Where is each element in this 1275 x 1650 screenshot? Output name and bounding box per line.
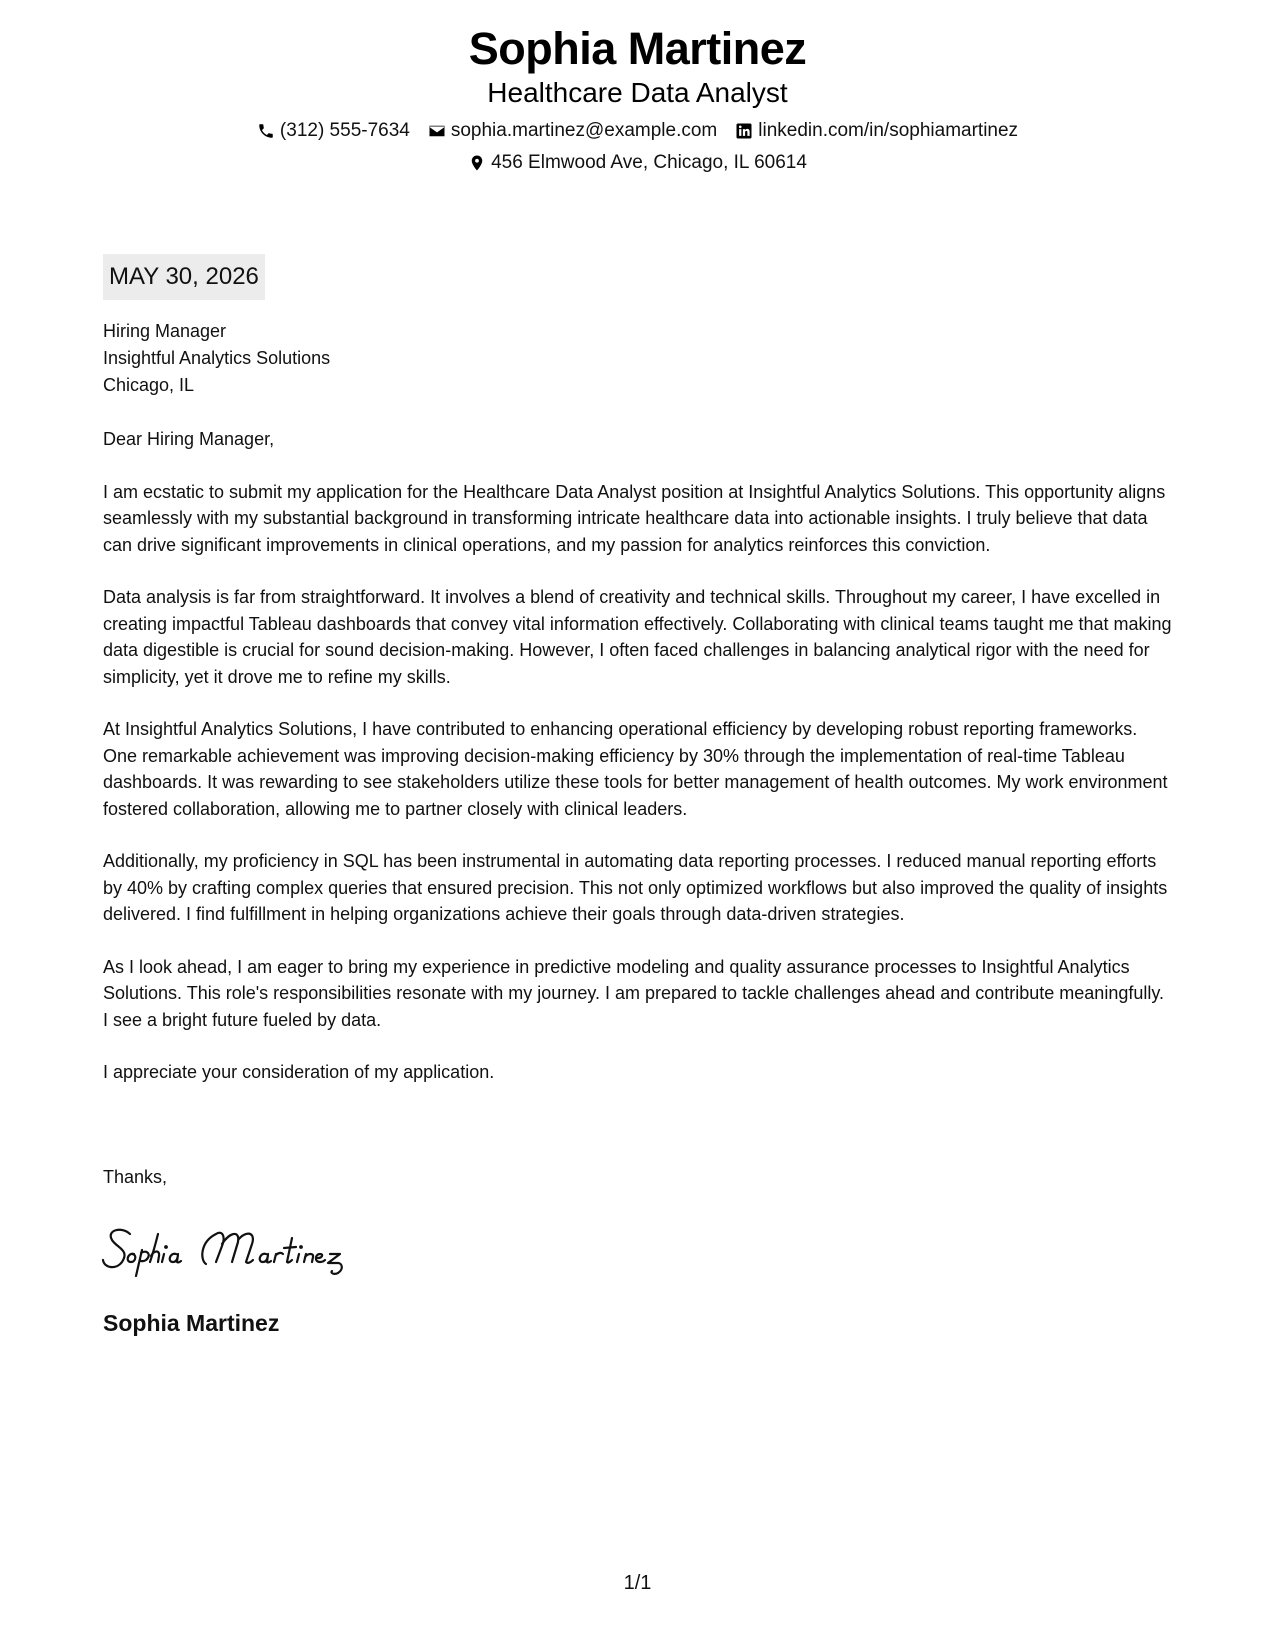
recipient-block — [103, 318, 330, 399]
address-text: 456 Elmwood Ave, Chicago, IL 60614 — [491, 152, 807, 173]
body-paragraph: I am ecstatic to submit my application for the Healthcare Data Analyst position at Insightful Analytics Solutions. This opportunity aligns seamlessly with my substantial background in transforming intricate healthcare data into actionable insights. I truly believe that data can drive significant improvements in clinical operations, and my passion for analytics reinforces this conviction. — [103, 481, 1166, 555]
letter-date: MAY 30, 2026 — [103, 254, 265, 300]
closing: Thanks, — [103, 1167, 168, 1187]
body-paragraph: As I look ahead, I am eager to bring my experience in predictive modeling and quality assurance processes to Insightful Analytics Solutions. This role's responsibilities resonate with my journey. I am prepared to tackle challenges ahead and contribute meaningfully. I see a bright future fueled by data. — [103, 956, 1165, 1030]
applicant-title: Healthcare Data Analyst — [487, 77, 788, 108]
contact-address — [468, 148, 807, 178]
contact-row — [0, 116, 1275, 146]
body-paragraph: Additionally, my proficiency in SQL has been instrumental in automating data reporting processes. I reduced manual reporting efforts by 40% by crafting complex queries that ensured precision. This not only optimized workflows but also improved the quality of insights delivered. I find fulfillment in helping organizations achieve their goals through data-driven strategies. — [103, 851, 1168, 924]
page-number: 1/1 — [623, 1572, 652, 1594]
letter-header — [0, 22, 1275, 178]
letter-body — [103, 426, 1173, 1112]
envelope-icon — [428, 122, 446, 140]
map-marker-icon — [468, 154, 486, 172]
contact-linkedin[interactable] — [735, 116, 1018, 146]
email-text[interactable]: sophia.martinez@example.com — [450, 120, 718, 141]
recipient-line: Insightful Analytics Solutions — [103, 348, 331, 368]
recipient-line: Hiring Manager — [103, 321, 227, 341]
salutation: Dear Hiring Manager, — [103, 429, 275, 449]
recipient-line: Chicago, IL — [103, 375, 195, 395]
phone-text: (312) 555-7634 — [279, 120, 410, 141]
signer-name: Sophia Martinez — [103, 1310, 280, 1336]
linkedin-text[interactable]: linkedin.com/in/sophiamartinez — [758, 120, 1019, 141]
address-row — [0, 148, 1275, 178]
body-paragraph: Data analysis is far from straightforward. It involves a blend of creativity and technical skills. Throughout my career, I have excelled in creating impactful Tableau dashboards that convey vital information effectively. Collaborating with clinical teams taught me that making data digestible is crucial for sound decision-making. However, I often faced challenges in balancing analytical rigor with the need for simplicity, yet it drove me to refine my skills. — [103, 587, 1172, 687]
phone-icon — [257, 122, 275, 140]
handwritten-signature — [100, 1220, 370, 1278]
contact-email[interactable] — [428, 116, 717, 146]
applicant-name: Sophia Martinez — [468, 23, 807, 74]
body-paragraph: I appreciate your consideration of my application. — [103, 1062, 495, 1082]
body-paragraph: At Insightful Analytics Solutions, I have contributed to enhancing operational efficiency by developing robust reporting frameworks. One remarkable achievement was improving decision-making efficiency by 30% through the implementation of real-time Tableau dashboards. It was rewarding to see stakeholders utilize these tools for better management of health outcomes. My work environment fostered collaboration, allowing me to partner closely with clinical leaders. — [103, 719, 1168, 819]
linkedin-icon — [735, 122, 753, 140]
contact-phone — [257, 116, 410, 146]
